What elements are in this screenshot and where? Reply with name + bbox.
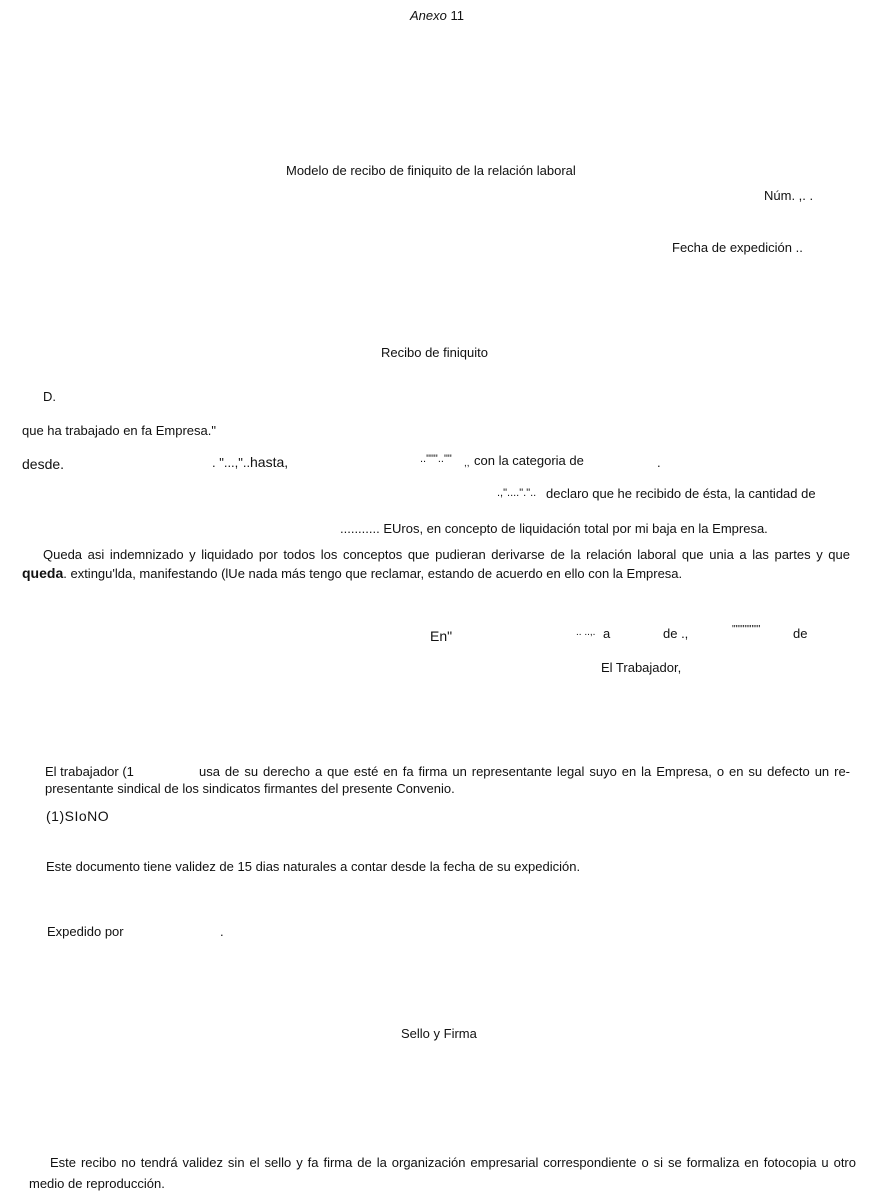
issued-by-dot: . [220, 924, 224, 939]
issue-date: Fecha de expedición .. [672, 240, 803, 255]
worker-signature-label: El Trabajador, [601, 660, 682, 675]
queda-paragraph-line2 [22, 565, 682, 581]
dots-1: . "...,".. [212, 455, 251, 470]
receipt-number: Núm. ,. . [764, 188, 814, 203]
worked-line: que ha trabajado en fa Empresa." [22, 423, 216, 438]
dots-4: .,"....".".. [497, 487, 537, 499]
queda-paragraph-line1: Queda asi indemnizado y liquidado por todos los conceptos que pudieran derivarse de la relación laboral que unia a las partes y que [43, 547, 850, 562]
annex-header [410, 8, 464, 23]
seal-label: Sello y Firma [401, 1026, 477, 1041]
en-dots: .. ..,. [576, 627, 596, 638]
de-label-2: de [793, 626, 808, 641]
model-title: Modelo de recibo de finiquito de la relación laboral [286, 163, 576, 178]
annex-label: Anexo [410, 8, 447, 23]
category-end-dot: . [657, 455, 661, 470]
annex-number: 11 [450, 8, 464, 23]
dots-2: ..""".."" [420, 453, 452, 465]
quote-marks: """""""" [732, 624, 761, 635]
desde-label: desde. [22, 456, 65, 472]
trabajador-line1-start: El trabajador (1 [45, 764, 134, 779]
dots-3: ,, [464, 458, 470, 469]
euros-line: ........... EUros, en concepto de liquidación total por mi baja en la Empresa. [340, 521, 768, 536]
trabajador-line1-end: usa de su derecho a que esté en fa firma un representante legal suyo en la Empresa, o en su defecto un re- [199, 764, 850, 779]
validity-note: Este documento tiene validez de 15 dias naturales a contar desde la fecha de su expedición. [46, 859, 581, 874]
a-label: a [603, 626, 611, 641]
si-no-option: (1)SIoNO [46, 808, 110, 824]
category-label: con la categoria de [474, 453, 584, 468]
de-label-1: de ., [663, 626, 689, 641]
issued-by-label: Expedido por [47, 924, 124, 939]
trabajador-line2: presentante sindical de los sindicatos firmantes del presente Convenio. [45, 781, 455, 796]
receipt-title: Recibo de finiquito [381, 345, 488, 360]
footer-line2: medio de reproducción. [29, 1176, 165, 1191]
d-label: D. [43, 389, 56, 404]
footer-line1: Este recibo no tendrá validez sin el sello y fa firma de la organización empresarial correspondiente o si se formaliza en fotocopia u otro [50, 1155, 856, 1170]
en-label: En" [430, 628, 453, 644]
hasta-label: hasta, [250, 454, 289, 470]
declaro-text: declaro que he recibido de ésta, la cantidad de [546, 486, 816, 501]
queda-word: queda [22, 565, 64, 581]
queda-rest: . extingu'lda, manifestando (lUe nada más tengo que reclamar, estando de acuerdo en ello con la Empresa. [63, 566, 683, 581]
